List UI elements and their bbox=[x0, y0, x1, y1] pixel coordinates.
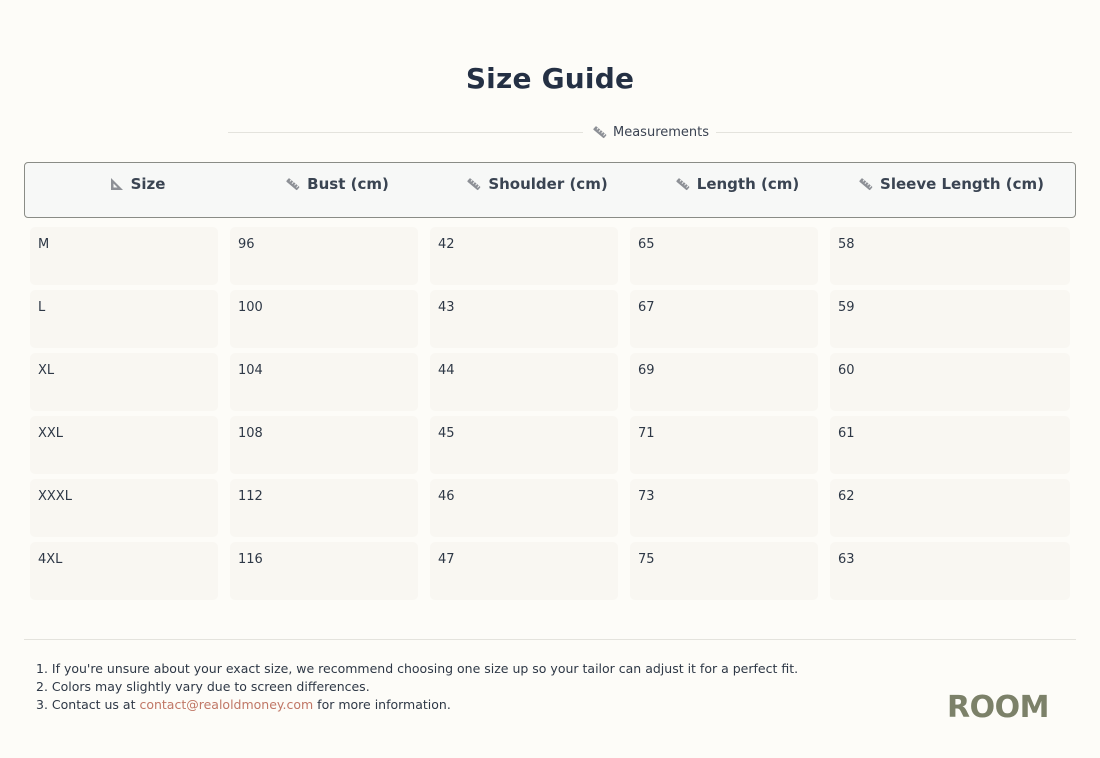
ruler-icon bbox=[675, 176, 691, 192]
ruler-icon bbox=[285, 176, 301, 192]
measurement-cell: 43 bbox=[430, 290, 618, 348]
measurement-cell: 59 bbox=[830, 290, 1070, 348]
measurement-cell: 62 bbox=[830, 479, 1070, 537]
measurement-cell: 42 bbox=[430, 227, 618, 285]
set-square-icon bbox=[109, 176, 125, 192]
contact-email-link[interactable]: contact@realoldmoney.com bbox=[139, 697, 314, 712]
measurement-cell: 45 bbox=[430, 416, 618, 474]
measurement-cell: 96 bbox=[230, 227, 418, 285]
measurement-cell: 63 bbox=[830, 542, 1070, 600]
measurement-cell: 71 bbox=[630, 416, 818, 474]
column-header-label: Sleeve Length (cm) bbox=[880, 175, 1044, 193]
notes-list bbox=[36, 660, 798, 714]
size-cell: M bbox=[30, 227, 218, 285]
logo-text: ROOM bbox=[947, 690, 1049, 724]
measurement-cell: 60 bbox=[830, 353, 1070, 411]
footer-divider bbox=[24, 639, 1076, 640]
note-item bbox=[36, 696, 798, 714]
measurement-cell: 100 bbox=[230, 290, 418, 348]
size-cell: XXL bbox=[30, 416, 218, 474]
section-label: Measurements bbox=[613, 124, 710, 140]
measurement-cell: 112 bbox=[230, 479, 418, 537]
measurement-cell: 69 bbox=[630, 353, 818, 411]
column-header-label: Bust (cm) bbox=[307, 175, 389, 193]
column-header bbox=[617, 173, 857, 195]
size-cell: 4XL bbox=[30, 542, 218, 600]
measurement-cell: 44 bbox=[430, 353, 618, 411]
divider-line-left bbox=[228, 132, 583, 133]
measurement-cell: 116 bbox=[230, 542, 418, 600]
ruler-icon bbox=[466, 176, 482, 192]
measurement-cell: 67 bbox=[630, 290, 818, 348]
table-header bbox=[24, 162, 1076, 218]
ruler-icon bbox=[858, 176, 874, 192]
section-divider bbox=[228, 122, 1072, 142]
size-cell: XXXL bbox=[30, 479, 218, 537]
measurement-cell: 46 bbox=[430, 479, 618, 537]
column-header-label: Size bbox=[130, 175, 166, 193]
size-cell: L bbox=[30, 290, 218, 348]
column-header bbox=[831, 173, 1071, 195]
measurement-cell: 104 bbox=[230, 353, 418, 411]
measurement-cell: 73 bbox=[630, 479, 818, 537]
measurement-cell: 58 bbox=[830, 227, 1070, 285]
column-header-label: Length (cm) bbox=[696, 175, 800, 193]
measurement-cell: 47 bbox=[430, 542, 618, 600]
column-header-label: Shoulder (cm) bbox=[488, 175, 608, 193]
note-item: 1. If you're unsure about your exact size, we recommend choosing one size up so your tailor can adjust it for a perfect fit. bbox=[36, 661, 799, 676]
note-text: 3. Contact us at bbox=[36, 697, 140, 712]
note-item: 2. Colors may slightly vary due to screen differences. bbox=[36, 679, 370, 694]
page-title: Size Guide bbox=[465, 62, 635, 95]
measurement-cell: 108 bbox=[230, 416, 418, 474]
measurement-cell: 65 bbox=[630, 227, 818, 285]
ruler-icon bbox=[592, 124, 608, 140]
note-text: for more information. bbox=[313, 697, 451, 712]
divider-line-right bbox=[716, 132, 1072, 133]
size-cell: XL bbox=[30, 353, 218, 411]
measurement-cell: 61 bbox=[830, 416, 1070, 474]
room-logo bbox=[946, 688, 1050, 724]
section-heading bbox=[592, 123, 709, 141]
measurement-cell: 75 bbox=[630, 542, 818, 600]
